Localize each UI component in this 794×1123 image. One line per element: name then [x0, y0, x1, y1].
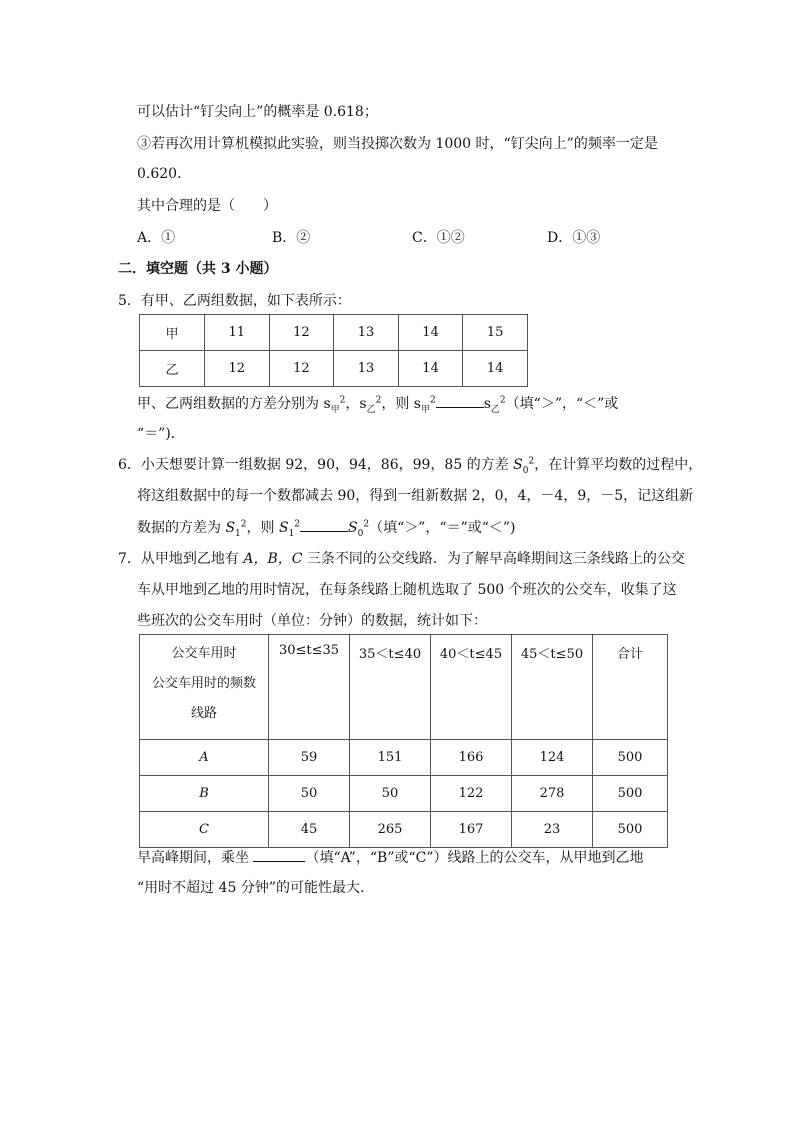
- table-row: [140, 812, 668, 848]
- table-cell: 12: [205, 351, 270, 387]
- table-cell: 15: [463, 315, 528, 351]
- table-cell: 124: [512, 740, 593, 776]
- table-cell: 500: [593, 740, 668, 776]
- table-header-cell: 合计: [593, 635, 668, 740]
- table-header-row: [140, 635, 668, 740]
- q6-line3: 数据的方差为 $S_1^2$，则 $S_1^2$ $S_0^2$（填“＞”，“＝”或“＜”): [137, 517, 516, 538]
- q5-line2: “＝”)．: [137, 426, 185, 442]
- table-corner-cell: 公交车用时 公交车用时的频数 线路: [140, 635, 269, 740]
- table-cell: 12: [269, 351, 334, 387]
- table-cell: 265: [350, 812, 431, 848]
- table-row: [140, 315, 528, 351]
- table-row: [140, 351, 528, 387]
- table-cell: 11: [205, 315, 270, 351]
- table-cell: 12: [269, 315, 334, 351]
- q7-line3: 些班次的公交车用时（单位：分钟）的数据，统计如下：: [137, 613, 487, 629]
- route-cell: C: [140, 812, 269, 848]
- table-cell: 50: [269, 776, 350, 812]
- table-cell: 14: [398, 351, 463, 387]
- q5-stem: 5．有甲、乙两组数据，如下表所示：: [118, 293, 351, 309]
- q5-row-label: 乙: [140, 351, 205, 387]
- q4-option-d: D．①③: [547, 230, 601, 246]
- q4-option-a: A．①: [137, 230, 176, 246]
- table-cell: 14: [463, 351, 528, 387]
- q7-table: [139, 634, 668, 848]
- route-cell: A: [140, 740, 269, 776]
- table-row: [140, 776, 668, 812]
- table-cell: 13: [334, 315, 399, 351]
- table-cell: 59: [269, 740, 350, 776]
- table-cell: 500: [593, 776, 668, 812]
- q7-line2: 车从甲地到乙地的用时情况，在每条线路上随机选取了 500 个班次的公交车，收集了这: [137, 582, 677, 598]
- q4-option-c: C．①②: [412, 230, 465, 246]
- q4-line2: ③若再次用计算机模拟此实验，则当投掷次数为 1000 时，“钉尖向上”的频率一定是: [137, 136, 658, 152]
- table-cell: 151: [350, 740, 431, 776]
- q4-line3: 0.620．: [137, 166, 192, 182]
- q7-after-line2: “用时不超过 45 分钟”的可能性最大．: [137, 880, 375, 896]
- table-cell: 500: [593, 812, 668, 848]
- q5-table: [139, 314, 528, 387]
- table-cell: 166: [431, 740, 512, 776]
- q7-answer-blank[interactable]: [253, 847, 305, 862]
- table-header-cell: 30≤t≤35: [269, 635, 350, 740]
- q6-line1: 6．小天想要计算一组数据 92，90，94，86，99，85 的方差 $S_0^2$，在计算平均数的过程中，: [118, 456, 703, 476]
- table-header-cell: 40＜t≤45: [431, 635, 512, 740]
- q4-option-b: B．②: [272, 230, 311, 246]
- q7-after-line1: 早高峰期间，乘坐 （填“A”，“B”或“C”）线路上的公交车，从甲地到乙地: [137, 847, 643, 868]
- q6-line2: 将这组数据中的每一个数都减去 90，得到一组新数据 2，0，4，－4，9，－5，记这组新: [137, 488, 694, 504]
- section-heading: 二．填空题（共 3 小题）: [118, 261, 278, 277]
- q7-line1: 7．从甲地到乙地有 A，B，C 三条不同的公交线路．为了解早高峰期间这三条线路上的公交: [118, 551, 685, 567]
- q6-answer-blank[interactable]: [300, 517, 348, 532]
- q4-line1: 可以估计“钉尖向上”的概率是 0.618；: [137, 104, 378, 120]
- table-cell: 45: [269, 812, 350, 848]
- table-cell: 14: [398, 315, 463, 351]
- q4-line4: 其中合理的是（ ）: [137, 198, 277, 214]
- q5-answer-blank[interactable]: [436, 393, 484, 408]
- table-cell: 50: [350, 776, 431, 812]
- q5-row-label: 甲: [140, 315, 205, 351]
- table-cell: 13: [334, 351, 399, 387]
- table-cell: 167: [431, 812, 512, 848]
- table-cell: 278: [512, 776, 593, 812]
- q5-variance-line: 甲、乙两组数据的方差分别为 $s_甲^2$，$s_乙^2$，则 $s_甲^2$ $s_乙^2$（填“＞”，“＜”或: [137, 393, 618, 414]
- table-header-cell: 35＜t≤40: [350, 635, 431, 740]
- route-cell: B: [140, 776, 269, 812]
- table-row: [140, 740, 668, 776]
- table-header-cell: 45＜t≤50: [512, 635, 593, 740]
- table-cell: 23: [512, 812, 593, 848]
- table-cell: 122: [431, 776, 512, 812]
